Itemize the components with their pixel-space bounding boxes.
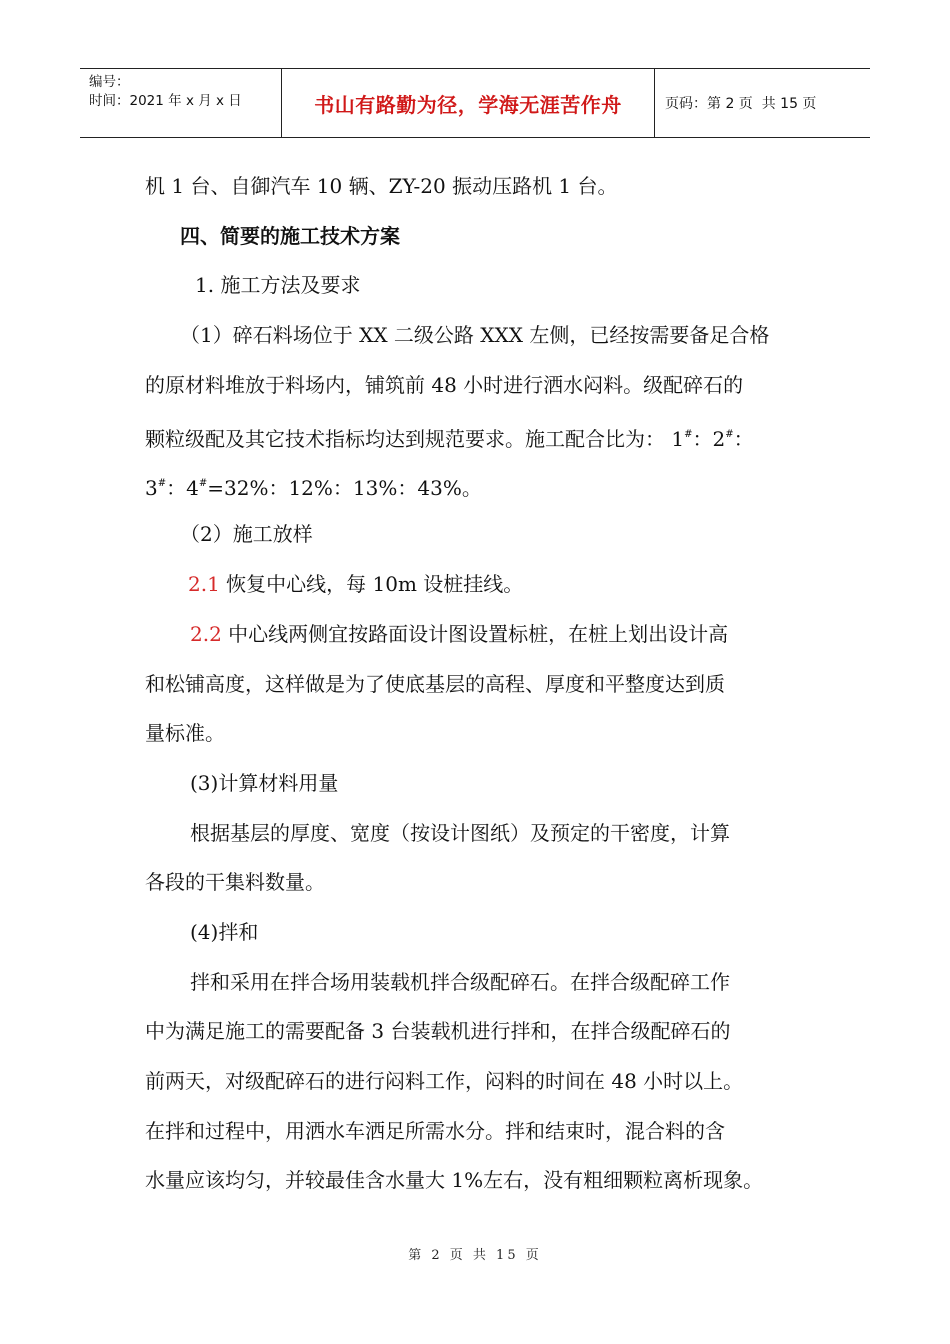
ratio-text: ： — [733, 427, 754, 451]
doc-code-label: 编号： — [89, 74, 130, 90]
ratio-text: 3 — [145, 476, 158, 500]
paragraph-line — [145, 470, 482, 502]
paragraph-line — [145, 421, 754, 453]
page-footer: 第 2 页 共 15 页 — [408, 1248, 542, 1263]
subsection-heading: (3)计算材料用量 — [190, 771, 339, 795]
paragraph-line: 前两天，对级配碎石的进行闷料工作，闷料的时间在 48 小时以上。 — [145, 1069, 744, 1093]
item-number: 2.1 — [188, 572, 220, 596]
paragraph-line: 量标准。 — [145, 721, 225, 745]
sup-mark: # — [198, 478, 208, 489]
paragraph-line: 根据基层的厚度、宽度（按设计图纸）及预定的干密度，计算 — [190, 821, 730, 845]
ratio-text: ：2 — [692, 427, 726, 451]
header-info-cell — [80, 69, 282, 137]
ratio-text: 颗粒级配及其它技术指标均达到规范要求。施工配合比为： 1 — [145, 427, 685, 451]
header-motto: 书山有路勤为径，学海无涯苦作舟 — [282, 69, 655, 137]
subsection-heading: (4)拌和 — [190, 920, 259, 944]
header-page-code: 页码：第 2 页 共 15 页 — [665, 96, 817, 112]
item-number: 2.2 — [190, 622, 222, 646]
sup-mark: # — [725, 429, 734, 440]
item-text: 恢复中心线，每 10m 设桩挂线。 — [219, 572, 524, 596]
sup-mark: # — [684, 429, 693, 440]
header-page-cell — [655, 69, 870, 137]
paragraph-line: （1）碎石料场位于 XX 二级公路 XXX 左侧，已经按需要备足合格 — [180, 323, 770, 347]
paragraph-line: 机 1 台、自御汽车 10 辆、ZY-20 振动压路机 1 台。 — [145, 174, 618, 198]
paragraph-line: 各段的干集料数量。 — [145, 870, 325, 894]
paragraph-line: 的原材料堆放于料场内，铺筑前 48 小时进行洒水闷料。级配碎石的 — [145, 373, 744, 397]
paragraph-line — [188, 570, 523, 598]
item-text: 中心线两侧宜按路面设计图设置标桩，在桩上划出设计高 — [221, 622, 729, 646]
subsection-heading: （2）施工放样 — [180, 522, 313, 546]
sup-mark: # — [157, 478, 167, 489]
paragraph-line — [190, 620, 728, 648]
subsection-heading: 1. 施工方法及要求 — [195, 273, 361, 297]
ratio-text: =32%：12%：13%：43%。 — [207, 476, 482, 500]
paragraph-line: 水量应该均匀，并较最佳含水量大 1%左右，没有粗细颗粒离析现象。 — [145, 1168, 764, 1192]
section-heading: 四、简要的施工技术方案 — [180, 224, 400, 248]
ratio-text: ：4 — [166, 476, 199, 500]
header-table — [80, 68, 870, 138]
paragraph-line: 中为满足施工的需要配备 3 台装载机进行拌和，在拌合级配碎石的 — [145, 1019, 731, 1043]
paragraph-line: 拌和采用在拌合场用装载机拌合级配碎石。在拌合级配碎工作 — [190, 970, 730, 994]
paragraph-line: 和松铺高度，这样做是为了使底基层的高程、厚度和平整度达到质 — [145, 672, 725, 696]
paragraph-line: 在拌和过程中，用洒水车洒足所需水分。拌和结束时，混合料的含 — [145, 1119, 725, 1143]
doc-time-label: 时间：2021 年 x 月 x 日 — [89, 93, 242, 109]
